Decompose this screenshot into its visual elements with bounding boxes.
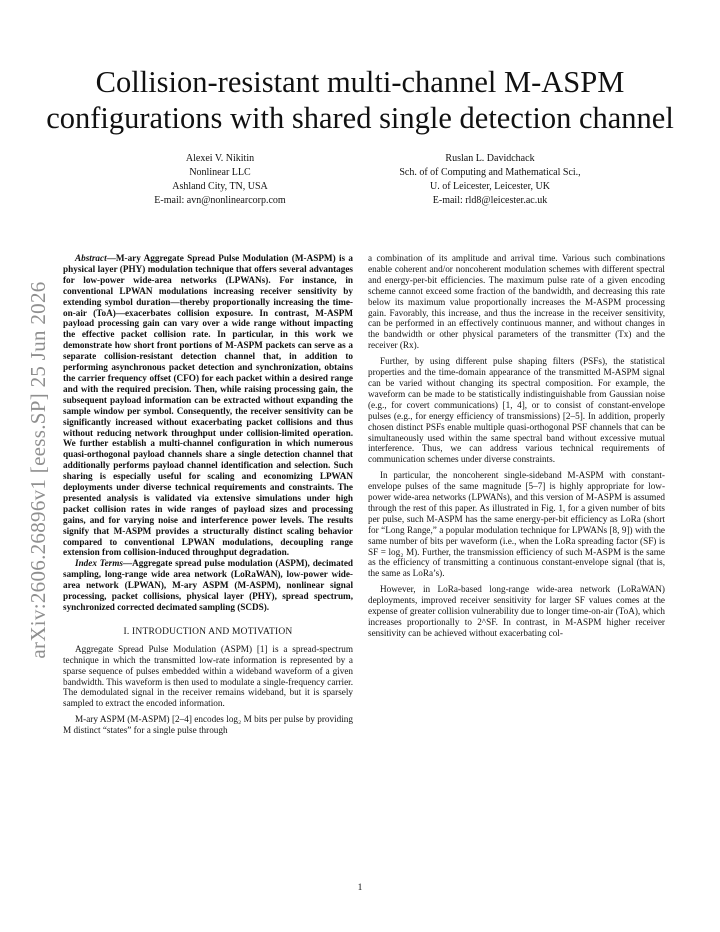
- paragraph: Aggregate Spread Pulse Modulation (ASPM) [1] is a spread-spectrum technique in which the transmitted low-rate information is represented by a sparse sequence of pulses embedded within a wideband waveform of a given bandwidth. This waveform is then used to modulate a single-frequency carrier. The demodulated signal in the receiver remains wideband, but it is sparsely sampled to extract the encoded information.: [63, 643, 353, 709]
- author-email: E-mail: rld8@leicester.ac.uk: [432, 195, 548, 206]
- author-location: Ashland City, TN, USA: [172, 181, 268, 192]
- author-affiliation: Sch. of of Computing and Mathematical Sci.,: [399, 167, 581, 178]
- title-line-1: Collision-resistant multi-channel M-ASPM: [95, 65, 625, 99]
- paragraph: a combination of its amplitude and arrival time. Various such combinations enable coherent and/or noncoherent modulation schemes with different spectral and energy-per-bit efficiencies. The maximum pulse rate of a given encoding scheme cannot exceed some fraction of the bandwidth, and decreasing this rate below its maximum value proportionally increases the M-ASPM processing gain. Favorably, this increase, and thus the increase in the receiver sensitivity, can be performed in an effectively continuous manner, and without changes in the bandwidth or other physical parameters of the transmitter (Tx) and the receiver (Rx).: [368, 253, 665, 351]
- paragraph: M-ary ASPM (M-ASPM) [2–4] encodes log₂ M bits per pulse by providing M distinct “states” for a single pulse through: [63, 714, 353, 736]
- author-location: U. of Leicester, Leicester, UK: [430, 181, 550, 192]
- abstract: [63, 253, 353, 558]
- author-name: Ruslan L. Davidchack: [445, 153, 535, 164]
- index-terms-text: —Aggregate spread pulse modulation (ASPM), decimated sampling, long-range wide area network (LoRaWAN), low-power wide-area network (LPWAN), M-ary ASPM (M-ASPM), nonlinear signal processing, packet collisions, physical layer (PHY), spread spectrum, synchronized corrected decimated sampling (SCDS).: [63, 558, 354, 612]
- section-heading: I. INTRODUCTION AND MOTIVATION: [123, 626, 293, 637]
- index-terms-lead: Index Terms: [75, 558, 123, 569]
- author-affiliation: Nonlinear LLC: [189, 167, 251, 178]
- arxiv-identifier: arXiv:2606.26896v1 [eess.SP] 25 Jun 2026: [26, 281, 50, 659]
- author-block-1: [110, 152, 330, 208]
- page-number: 1: [357, 883, 363, 893]
- paragraph: Further, by using different pulse shaping filters (PSFs), the statistical properties and the time-domain appearance of the transmitted M-ASPM signal can be varied without changing its spectral composition. For example, the waveform can be made to be statistically indistinguishable from Gaussian noise (e.g., for covert communications) [1, 4], or to consist of constant-envelope pulses (e.g., for energy efficiency of transmissions) [2–5]. In addition, properly chosen distinct PSFs enable multiple quasi-orthogonal PSF channels that can be simultaneously used within the same spectral band without excessive mutual interference. Thus, we can address various technical requirements of communication schemes under diverse constraints.: [368, 356, 665, 465]
- right-column: [368, 253, 665, 639]
- author-email: E-mail: avn@nonlinearcorp.com: [154, 195, 286, 206]
- abstract-lead: Abstract: [75, 253, 107, 263]
- paragraph: However, in LoRa-based long-range wide-area network (LoRaWAN) deployments, improved receiver sensitivity for larger SF values comes at the expense of greater collision vulnerability due to longer time-on-air (ToA), which increases proportionally to 2^SF. In contrast, in M-ASPM higher receiver sensitivity can be achieved without exacerbating col-: [368, 584, 665, 638]
- paragraph: In particular, the noncoherent single-sideband M-ASPM with constant-envelope pulses of the same magnitude [5–7] is highly appropriate for low-power wide-area networks (LPWANs), and this version of M-ASPM is assumed through the rest of this paper. As illustrated in Fig. 1, for a given number of bits per pulse, such M-ASPM has the same energy-per-bit efficiency as LoRa (short for “Long Range,” a popular modulation technique for LPWANs [8, 9]) with the same number of bits per waveform (i.e., when the LoRa spreading factor (SF) is SF = log₂ M). Further, the transmission efficiency of such M-ASPM is the same as the efficiency of transmitting a continuous constant-envelope signal (that is, the same as LoRa’s).: [368, 470, 665, 579]
- author-name: Alexei V. Nikitin: [185, 153, 255, 164]
- title-line-2: configurations with shared single detection channel: [46, 101, 674, 135]
- paper-title: [30, 64, 690, 136]
- author-block-2: [345, 152, 635, 208]
- left-column: [63, 253, 353, 736]
- abstract-text: —M-ary Aggregate Spread Pulse Modulation (M-ASPM) is a physical layer (PHY) modulation technique that offers several advantages for low-power wide-area networks (LPWANs). For instance, in conventional LPWAN modulations increasing receiver sensitivity by extending symbol duration—thereby proportionally increasing the time-on-air (ToA)—exacerbates collision exposure. In contrast, M-ASPM payload processing gain can vary over a wide range without impacting the effective packet collision rate. In particular, in this work we demonstrate how short front portions of M-ASPM packets can serve as a separate collision-resistant detection channel that, in addition to performing asynchronous packet detection and synchronization, obtains the carrier frequency offset (CFO) for each packet within a desired range and with the required precision. Then, while raising processing gain, the subsequent payload information can be extracted without expanding the sample window per symbol. Consequently, the receiver sensitivity can be significantly increased without exacerbating packet collisions and thus without reducing network throughput under collision-limited operation. We further establish a multi-channel configuration in which numerous quasi-orthogonal payload channels share a single detection channel that additionally performs payload channel identification and selection. Such sharing is especially useful for scaling and economizing LPWAN deployments under diverse technical requirements and constraints. The presented analysis is validated via extensive simulations under high packet collision rates in wide ranges of payload sizes and processing gains, and for varying noise and interference power levels. The results signify that M-ASPM provides a structurally distinct scaling behavior compared to conventional LPWAN modulations, decoupling range extension from collision-induced throughput degradation.: [63, 253, 353, 558]
- index-terms: [63, 558, 353, 613]
